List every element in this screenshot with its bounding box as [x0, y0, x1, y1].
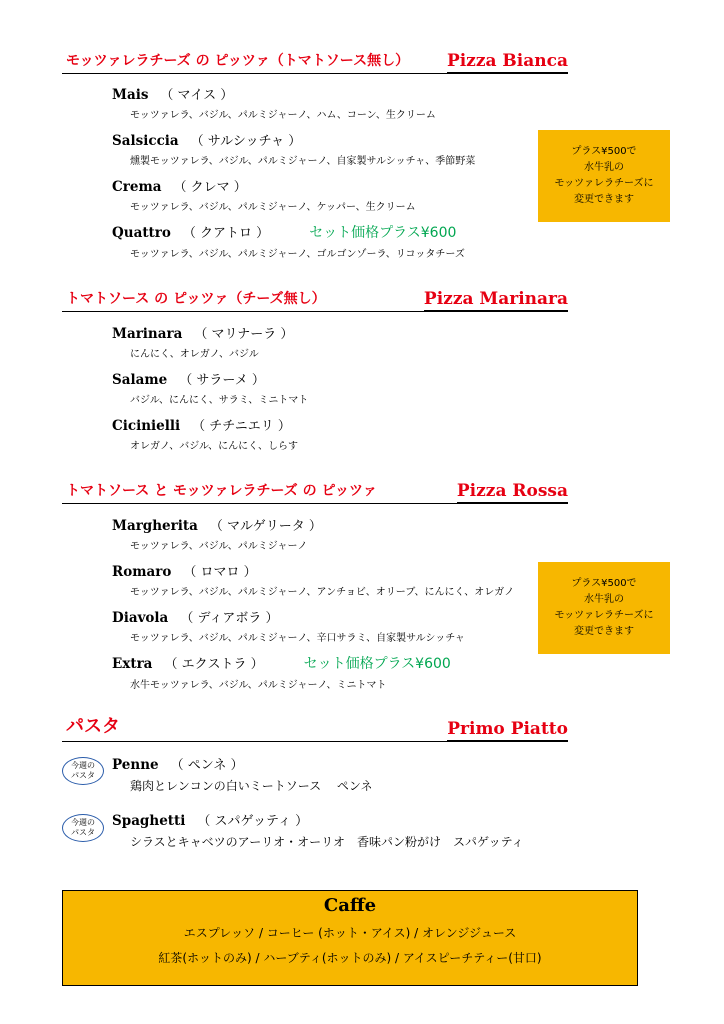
upgrade-notice-text: プラス¥500で 水牛乳の モッツァレラチーズに 変更できます [554, 578, 654, 637]
set-price-note: セット価格プラス¥600 [303, 656, 451, 672]
item-description: オレガノ、バジル、にんにく、しらす [130, 441, 298, 452]
item-name: Spaghetti [112, 813, 186, 829]
item-name: Extra [112, 656, 153, 672]
item-name: Marinara [112, 326, 183, 342]
menu-item [112, 176, 416, 213]
weekly-pasta-badge: 今週の パスタ [62, 814, 104, 842]
item-reading: （ スパゲッティ ） [197, 814, 309, 829]
set-price-note: セット価格プラス¥600 [309, 225, 457, 241]
item-description: バジル、にんにく、サラミ、ミニトマト [130, 395, 309, 406]
menu-item [112, 369, 308, 406]
section-header-rossa [62, 474, 568, 504]
item-name: Salsiccia [112, 133, 179, 149]
menu-item [112, 323, 293, 360]
caffe-title: Caffe [323, 895, 377, 916]
upgrade-notice [538, 130, 670, 222]
item-description: 鶏肉とレンコンの白いミートソース ペンネ [130, 779, 373, 793]
upgrade-notice-text: プラス¥500で 水牛乳の モッツァレラチーズに 変更できます [554, 146, 654, 205]
item-name: Quattro [112, 225, 171, 241]
menu-item [112, 653, 451, 691]
item-reading: （ ペンネ ） [170, 758, 244, 773]
menu-item [112, 810, 524, 850]
section-header-pasta [62, 712, 568, 742]
item-name: Mais [112, 87, 149, 103]
section-title-en: Primo Piatto [447, 719, 568, 742]
section-title-en: Pizza Bianca [447, 51, 568, 74]
section-title-jp: パスタ [66, 716, 120, 737]
item-reading: （ エクストラ ） [164, 657, 264, 672]
section-title-en: Pizza Marinara [424, 289, 568, 312]
item-reading: （ クアトロ ） [182, 226, 270, 241]
caffe-drinks-line-1: エスプレッソ / コーヒー (ホット・アイス) / オレンジジュース [183, 926, 517, 940]
menu-item [112, 415, 298, 452]
section-title-jp: トマトソース と モッツァレラチーズ の ピッツァ [66, 483, 377, 499]
item-reading: （ マイス ） [160, 88, 234, 103]
menu-item [112, 84, 436, 121]
menu-item [112, 222, 465, 260]
item-reading: （ マルゲリータ ） [209, 519, 322, 534]
caffe-box [62, 890, 638, 986]
item-name: Crema [112, 179, 162, 195]
section-header-bianca [62, 44, 568, 74]
item-description: 燻製モッツァレラ、バジル、パルミジャーノ、自家製サルシッチャ、季節野菜 [130, 156, 476, 167]
item-description: 水牛モッツァレラ、バジル、パルミジャーノ、ミニトマト [130, 680, 387, 691]
item-name: Romaro [112, 564, 172, 580]
menu-item [112, 515, 322, 552]
item-description: モッツァレラ、バジル、パルミジャーノ、辛口サラミ、自家製サルシッチャ [130, 633, 465, 644]
item-description: モッツァレラ、バジル、パルミジャーノ、アンチョビ、オリーブ、にんにく、オレガノ [130, 587, 515, 598]
item-description: モッツァレラ、バジル、パルミジャーノ [130, 541, 308, 552]
item-name: Diavola [112, 610, 169, 626]
item-reading: （ マリナーラ ） [194, 327, 294, 342]
section-title-en: Pizza Rossa [457, 481, 568, 504]
item-description: モッツァレラ、バジル、パルミジャーノ、ハム、コーン、生クリーム [130, 110, 436, 121]
upgrade-notice [538, 562, 670, 654]
item-reading: （ チチニエリ ） [192, 419, 291, 434]
item-name: Margherita [112, 518, 198, 534]
item-name: Salame [112, 372, 168, 388]
section-title-jp: トマトソース の ピッツァ（チーズ無し） [66, 291, 326, 307]
item-description: にんにく、オレガノ、バジル [130, 349, 259, 360]
menu-item [112, 754, 373, 794]
item-reading: （ サルシッチャ ） [190, 134, 302, 149]
section-header-marinara [62, 282, 568, 312]
item-description: シラスとキャベツのアーリオ・オーリオ 香味パン粉がけ スパゲッティ [130, 835, 524, 849]
item-reading: （ サラーメ ） [179, 373, 265, 388]
item-reading: （ ディアボラ ） [180, 611, 279, 626]
item-name: Cicinielli [112, 418, 181, 434]
item-description: モッツァレラ、バジル、パルミジャーノ、ケッパー、生クリーム [130, 202, 416, 213]
item-description: モッツァレラ、バジル、パルミジャーノ、ゴルゴンゾーラ、リコッタチーズ [130, 249, 465, 260]
menu-item [112, 130, 475, 167]
menu-item [112, 561, 514, 598]
item-name: Penne [112, 757, 159, 773]
item-reading: （ ロマロ ） [183, 565, 257, 580]
section-title-jp: モッツァレラチーズ の ピッツァ（トマトソース無し） [66, 53, 410, 69]
menu-item [112, 607, 465, 644]
item-reading: （ クレマ ） [173, 180, 247, 195]
caffe-drinks-line-2: 紅茶(ホットのみ) / ハーブティ(ホットのみ) / アイスピーチティー(甘口) [158, 951, 542, 965]
weekly-pasta-badge: 今週の パスタ [62, 757, 104, 785]
